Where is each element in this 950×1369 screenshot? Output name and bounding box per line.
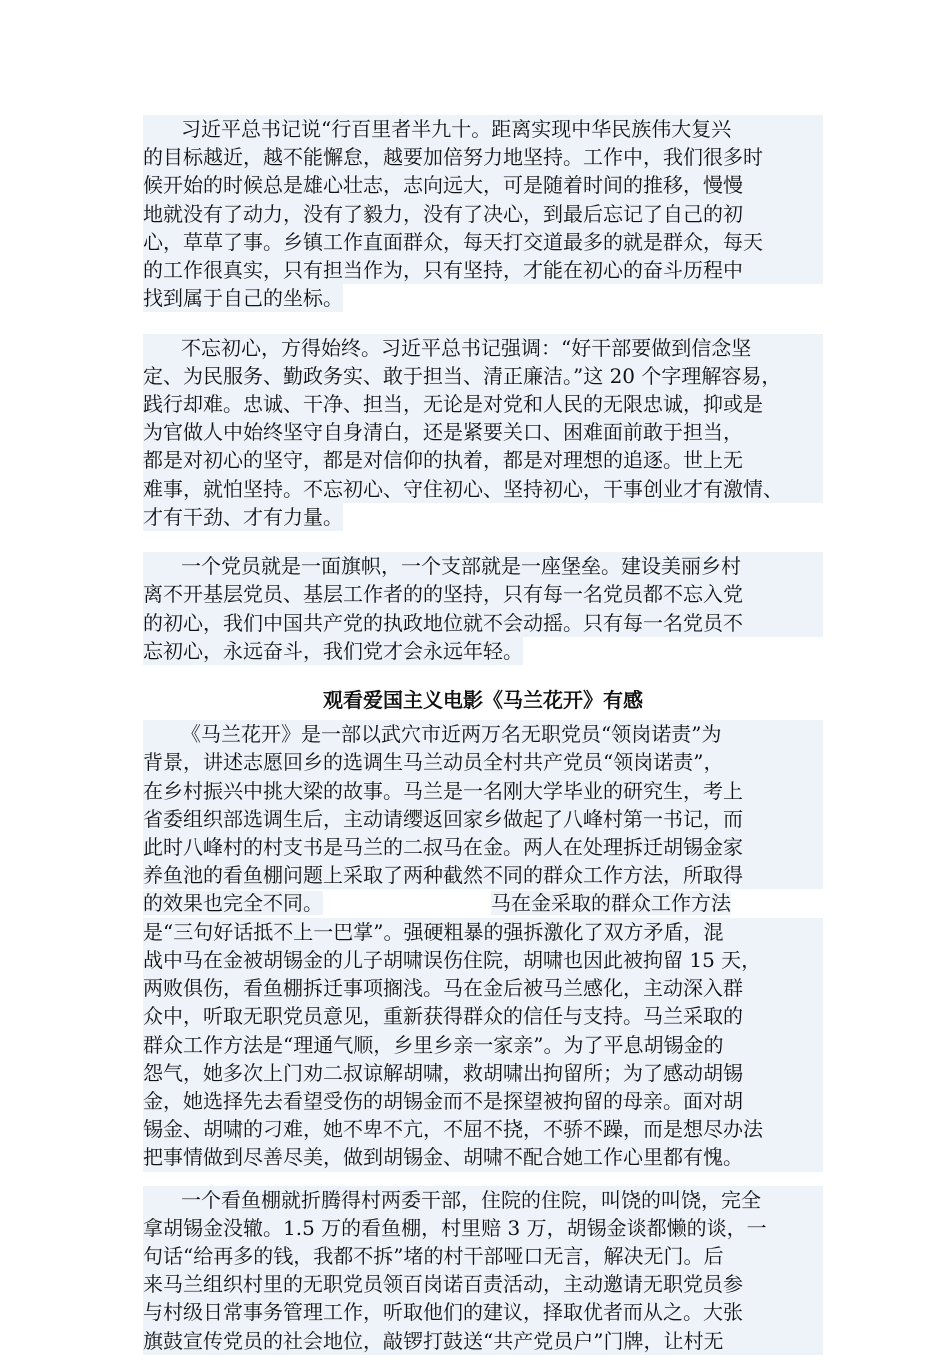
text-line: 战中马在金被胡锡金的儿子胡啸误伤住院，胡啸也因此被拘留 15 天， xyxy=(143,946,823,974)
text-line: 忘初心，永远奋斗，我们党才会永远年轻。 xyxy=(143,637,523,665)
section-title: 观看爱国主义电影《马兰花开》有感 xyxy=(323,688,643,713)
text-line: 《马兰花开》是一部以武穴市近两万名无职党员“领岗诺责”为 xyxy=(143,720,823,748)
text-line: 心，草草了事。乡镇工作直面群众，每天打交道最多的就是群众，每天 xyxy=(143,228,823,256)
text-line: 一个党员就是一面旗帜，一个支部就是一座堡垒。建设美丽乡村 xyxy=(143,552,823,580)
text-line: 的工作很真实，只有担当作为，只有坚持，才能在初心的奋斗历程中 xyxy=(143,256,823,284)
text-line: 都是对初心的坚守，都是对信仰的执着，都是对理想的追逐。世上无 xyxy=(143,446,823,474)
text-line: 的初心，我们中国共产党的执政地位就不会动摇。只有每一名党员不 xyxy=(143,609,823,637)
text-line: 群众工作方法是“理通气顺，乡里乡亲一家亲”。为了平息胡锡金的 xyxy=(143,1031,823,1059)
text-line: 省委组织部选调生后，主动请缨返回家乡做起了八峰村第一书记，而 xyxy=(143,805,823,833)
text-line: 旗鼓宣传党员的社会地位，敲锣打鼓送“共产党员户”门牌，让村无 xyxy=(143,1327,823,1355)
paragraph-party-member xyxy=(143,552,823,672)
text-line: 难事，就怕坚持。不忘初心、守住初心、坚持初心，干事创业才有激情、 xyxy=(143,475,823,503)
text-line: 此时八峰村的村支书是马兰的二叔马在金。两人在处理拆迁胡锡金家 xyxy=(143,833,823,861)
text-line: 与村级日常事务管理工作，听取他们的建议，择取优者而从之。大张 xyxy=(143,1298,823,1326)
text-line: 不忘初心，方得始终。习近平总书记强调：“好干部要做到信念坚 xyxy=(143,334,823,362)
text-line: 来马兰组织村里的无职党员领百岗诺百责活动，主动邀请无职党员参 xyxy=(143,1270,823,1298)
text-line: 一个看鱼棚就折腾得村两委干部，住院的住院，叫饶的叫饶，完全 xyxy=(143,1186,823,1214)
text-line: 把事情做到尽善尽美，做到胡锡金、胡啸不配合她工作心里都有愧。 xyxy=(143,1143,823,1171)
text-line: 怨气，她多次上门劝二叔谅解胡啸，救胡啸出拘留所；为了感动胡锡 xyxy=(143,1059,823,1087)
text-line: 句话“给再多的钱，我都不拆”堵的村干部哑口无言，解决无门。后 xyxy=(143,1242,823,1270)
text-line: 锡金、胡啸的刁难，她不卑不亢，不屈不挠，不骄不躁，而是想尽办法 xyxy=(143,1115,823,1143)
text-line: 众中，听取无职党员意见，重新获得群众的信任与支持。马兰采取的 xyxy=(143,1002,823,1030)
text-line: 离不开基层党员、基层工作者的的坚持，只有每一名党员都不忘入党 xyxy=(143,580,823,608)
text-segment: 马在金采取的群众工作方法 xyxy=(491,891,731,916)
text-line: 践行却难。忠诚、干净、担当，无论是对党和人民的无限忠诚，抑或是 xyxy=(143,390,823,418)
paragraph-fish-shed xyxy=(143,1186,823,1355)
document-page xyxy=(143,115,823,1369)
text-line: 为官做人中始终坚守自身清白，还是紧要关口、困难面前敢于担当， xyxy=(143,418,823,446)
text-line: 金，她选择先去看望受伤的胡锡金而不是探望被拘留的母亲。面对胡 xyxy=(143,1087,823,1115)
text-line: 是“三句好话抵不上一巴掌”。强硬粗暴的强拆激化了双方矛盾，混 xyxy=(143,918,823,946)
paragraph-perseverance xyxy=(143,115,823,320)
text-line xyxy=(143,889,823,917)
text-line: 找到属于自己的坐标。 xyxy=(143,284,343,312)
paragraph-original-aspiration xyxy=(143,334,823,539)
text-line: 的目标越近，越不能懈怠，越要加倍努力地坚持。工作中，我们很多时 xyxy=(143,143,823,171)
text-line: 地就没有了动力，没有了毅力，没有了决心，到最后忘记了自己的初 xyxy=(143,200,823,228)
text-line: 养鱼池的看鱼棚问题上采取了两种截然不同的群众工作方法，所取得 xyxy=(143,861,823,889)
text-line: 背景，讲述志愿回乡的选调生马兰动员全村共产党员“领岗诺责”， xyxy=(143,748,823,776)
text-line: 两败俱伤，看鱼棚拆迁事项搁浅。马在金后被马兰感化，主动深入群 xyxy=(143,974,823,1002)
text-segment: 的效果也完全不同。 xyxy=(143,891,323,916)
text-line: 候开始的时候总是雄心壮志，志向远大，可是随着时间的推移，慢慢 xyxy=(143,171,823,199)
text-line: 定、为民服务、勤政务实、敢于担当、清正廉洁。”这 20 个字理解容易， xyxy=(143,362,823,390)
paragraph-film-summary xyxy=(143,720,823,1171)
text-line: 才有干劲、才有力量。 xyxy=(143,503,343,531)
text-line: 习近平总书记说“行百里者半九十。距离实现中华民族伟大复兴 xyxy=(143,115,823,143)
text-line: 拿胡锡金没辙。1.5 万的看鱼棚，村里赔 3 万，胡锡金谈都懒的谈，一 xyxy=(143,1214,823,1242)
text-line: 在乡村振兴中挑大梁的故事。马兰是一名刚大学毕业的研究生，考上 xyxy=(143,777,823,805)
